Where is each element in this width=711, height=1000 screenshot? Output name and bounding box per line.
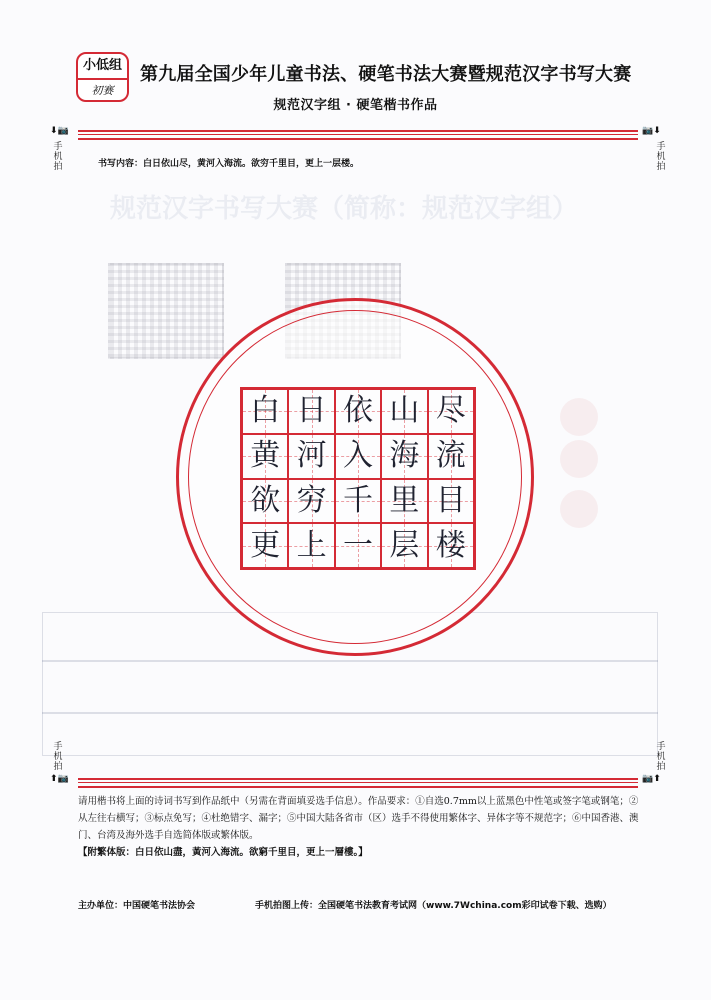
grid-cell: 白 — [242, 389, 288, 434]
phone-photo-label: 手 机 拍 — [656, 142, 666, 172]
grid-cell: 欲 — [242, 479, 288, 524]
phone-photo-label: 手 机 拍 — [656, 742, 666, 772]
grid-cell: 流 — [428, 434, 474, 479]
camera-marker-top-left: ⬇📷 — [50, 126, 69, 136]
top-rule — [78, 130, 638, 132]
page-subtitle: 规范汉字组 · 硬笔楷书作品 — [273, 98, 438, 113]
grid-cell: 里 — [381, 479, 427, 524]
bleed-through-qr-left — [108, 263, 224, 359]
camera-marker-bottom-right: 📷⬆ — [642, 774, 661, 784]
grid-cell: 海 — [381, 434, 427, 479]
grid-cell: 尽 — [428, 389, 474, 434]
requirements-text — [78, 793, 646, 861]
bleed-through-frame — [42, 660, 658, 662]
bottom-rule-lower — [78, 786, 638, 788]
camera-marker-top-right: 📷⬇ — [642, 126, 661, 136]
grid-cell: 层 — [381, 523, 427, 568]
camera-marker-bottom-left: ⬆📷 — [50, 774, 69, 784]
grid-cell: 依 — [335, 389, 381, 434]
badge-group-label: 小低组 — [78, 54, 127, 80]
grid-cell: 河 — [288, 434, 334, 479]
grid-cell: 更 — [242, 523, 288, 568]
grid-cell: 目 — [428, 479, 474, 524]
writing-content-label: 书写内容：白日依山尽，黄河入海流。欲穷千里目，更上一层楼。 — [98, 159, 360, 169]
phone-photo-label: 手 机 拍 — [53, 742, 63, 772]
bottom-rule — [78, 778, 638, 780]
top-rule-lower — [78, 138, 638, 140]
grid-cell: 一 — [335, 523, 381, 568]
grid-cell: 上 — [288, 523, 334, 568]
requirements-main: 请用楷书将上面的诗词书写到作品纸中（另需在背面填妥选手信息）。作品要求：①自选0.7mm以上蓝黑色中性笔或签字笔或钢笔；②从左往右横写；③标点免写；④杜绝错字、漏字；⑤中国大陆各省市（区）选手不得使用繁体字、异体字等不规范字；⑥中国香港、澳门、台湾及海外选手自选简体版或繁体版。 — [78, 796, 639, 841]
grid-cell: 楼 — [428, 523, 474, 568]
grid-cell: 日 — [288, 389, 334, 434]
grid-cell: 穷 — [288, 479, 334, 524]
organizer-label: 主办单位：中国硬笔书法协会 — [78, 901, 196, 911]
bleed-through-circle — [560, 440, 598, 478]
grid-cell: 入 — [335, 434, 381, 479]
grid-cell: 千 — [335, 479, 381, 524]
grid-cell: 黄 — [242, 434, 288, 479]
upload-info: 手机拍图上传：全国硬笔书法教育考试网（www.7Wchina.com彩印试卷下载、选购） — [255, 901, 612, 911]
writing-grid — [240, 387, 476, 570]
grid-cell: 山 — [381, 389, 427, 434]
page-title: 第九届全国少年儿童书法、硬笔书法大赛暨规范汉字书写大赛 — [140, 64, 632, 85]
requirements-traditional: 【附繁体版：白日依山盡，黃河入海流。欲窮千里目，更上一層樓。】 — [78, 847, 368, 858]
bleed-through-circle — [560, 490, 598, 528]
badge-round-label: 初赛 — [91, 84, 114, 97]
top-rule-thin — [78, 134, 638, 135]
phone-photo-label: 手 机 拍 — [53, 142, 63, 172]
bleed-through-frame — [42, 712, 658, 714]
bottom-rule-thin — [78, 782, 638, 783]
bleed-through-circle — [560, 398, 598, 436]
bleed-through-text: 规范汉字书写大赛（简称：规范汉字组） — [110, 194, 579, 224]
